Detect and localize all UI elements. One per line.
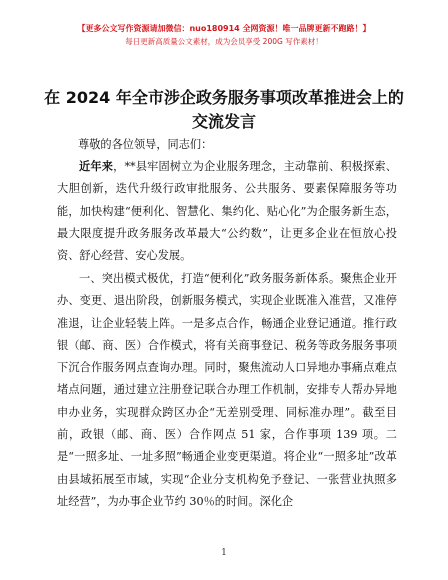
promo-banner — [0, 22, 448, 48]
document-title: 在 2024 年全市涉企政务服务事项改革推进会上的交流发言 — [44, 88, 404, 131]
page-number: 1 — [221, 548, 227, 558]
salutation: 尊敬的各位领导，同志们： — [78, 138, 213, 151]
paragraph-1 — [57, 156, 397, 267]
promo-banner-line-1: 【更多公文写作资源请加微信：nuo180914 全网资源！唯一品牌更新不跑路！】 — [77, 24, 371, 33]
paragraph-1-text: ，**县牢固树立为企业服务理念，主动靠前、积极探索、大胆创新，迭代升级行政审批服务、公共服务、要素保障服务等功能，加快构建“便利化、智慧化、集约化、贴心化”为企服务新生态，最大限度提升政务服务改革最大“公约数”，让更多企业在恒放心投资、舒心经营、安心发展。 — [57, 160, 397, 263]
promo-banner-line-2: 每日更新高质量公文素材，成为会员享受 200G 写作素材！ — [125, 37, 323, 46]
paragraph-1-lead: 近年来 — [79, 160, 114, 173]
paragraph-2: 一、突出模式极优，打造“便利化”政务服务新体系。聚焦企业开办、变更、退出阶段，创新服务模式，实现企业既准入准营，又准停准退，让企业轻装上阵。一是多点合作，畅通企业登记通道。推行政银（邮、商、医）合作模式，将有关商事登记、税务等政务服务事项下沉合作服务网点查询办理。同时，聚焦流动人口异地办事痛点难点堵点问题，通过建立注册登记联合办理工作机制，安排专人帮办异地申办业务，实现群众跨区办企“无差别受理、同标准办理”。截至目前，政银（邮、商、医）合作网点 51 家，合作事项 139 项。二是“一照多址、一址多照”畅通企业变更渠道。将企业“一照多址”改革由县域拓展至市域，实现“企业分支机构免予登记、一张营业执照多址经营”，为办事企业节约 30％的时间。深化企 — [57, 272, 397, 508]
